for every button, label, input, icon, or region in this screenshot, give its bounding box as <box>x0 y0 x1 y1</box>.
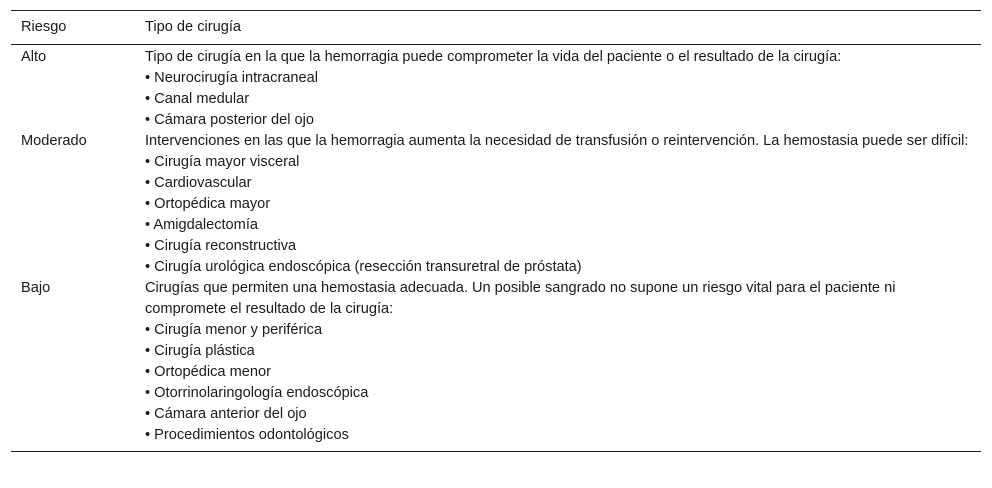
list-item: • Procedimientos odontológicos <box>145 427 349 443</box>
risk-table-container <box>11 10 981 452</box>
list-item: • Neurocirugía intracraneal <box>145 70 319 86</box>
header-tipo-de-cirugia: Tipo de cirugía <box>145 19 241 35</box>
surgery-type-cell <box>135 131 981 278</box>
surgery-type-cell <box>135 45 981 132</box>
list-item: • Canal medular <box>145 91 250 107</box>
row-description: Tipo de cirugía en la que la hemorragia puede comprometer la vida del paciente o el resultado de la cirugía: <box>145 49 842 65</box>
row-description: Cirugías que permiten una hemostasia adecuada. Un posible sangrado no supone un riesgo vital para el paciente ni compromete el resultado de la cirugía: <box>145 280 896 317</box>
list-item: • Ortopédica mayor <box>145 196 271 212</box>
header-riesgo: Riesgo <box>21 19 67 35</box>
table-row <box>11 278 981 452</box>
table-row <box>11 45 981 132</box>
risk-level-cell: Moderado <box>21 133 87 149</box>
surgery-type-cell <box>135 278 981 452</box>
list-item: • Cámara anterior del ojo <box>145 406 307 422</box>
list-item: • Ortopédica menor <box>145 364 271 380</box>
list-item: • Cirugía urológica endoscópica (resección transuretral de próstata) <box>145 259 582 275</box>
list-item: • Cirugía reconstructiva <box>145 238 297 254</box>
table-header-row <box>11 11 981 45</box>
list-item: • Cirugía plástica <box>145 343 255 359</box>
risk-level-cell: Alto <box>21 49 47 65</box>
list-item: • Cámara posterior del ojo <box>145 112 314 128</box>
table-row <box>11 131 981 278</box>
row-description: Intervenciones en las que la hemorragia aumenta la necesidad de transfusión o reintervención. La hemostasia puede ser difícil: <box>145 133 969 149</box>
list-item: • Otorrinolaringología endoscópica <box>145 385 369 401</box>
list-item: • Cirugía menor y periférica <box>145 322 323 338</box>
list-item: • Cardiovascular <box>145 175 252 191</box>
surgical-risk-table <box>11 10 981 452</box>
risk-level-cell: Bajo <box>21 280 51 296</box>
list-item: • Amigdalectomía <box>145 217 258 233</box>
list-item: • Cirugía mayor visceral <box>145 154 300 170</box>
